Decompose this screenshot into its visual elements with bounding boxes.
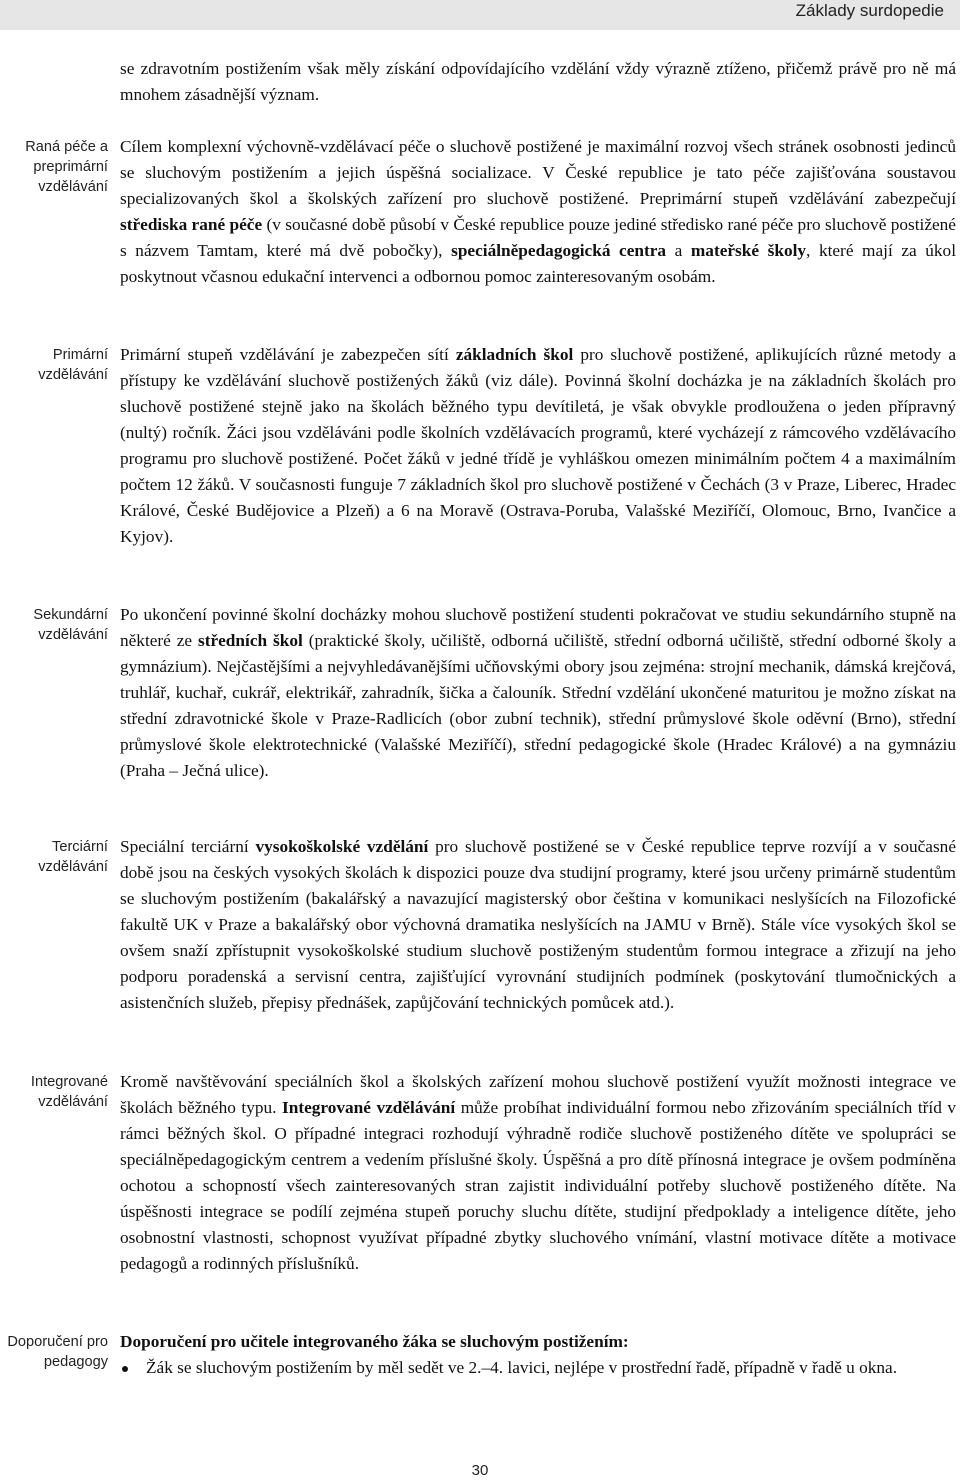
header-title: Základy surdopedie [795, 1, 944, 20]
side-heading: Integrované vzdělávání [30, 1074, 108, 1110]
running-header [0, 0, 960, 30]
section-paragraph [120, 1069, 956, 1277]
text-run: Speciální terciární [120, 837, 256, 856]
section-paragraph [120, 342, 956, 550]
text-run: Kromě navštěvování speciálních škol a školských zařízení mohou sluchově postižení využít možnosti integrace ve školách běžného typu. [120, 1072, 956, 1117]
text-run: Primární stupeň vzdělávání je zabezpečen sítí [120, 345, 456, 364]
side-heading: Terciární vzdělávání [38, 839, 108, 875]
text-run: (v současné době působí v České republice pouze jediné středisko rané péče pro sluchově postižené s názvem Tamtam, které má dvě pobočky), [120, 215, 956, 260]
section-paragraph [120, 834, 956, 1016]
page-number: 30 [471, 1462, 489, 1479]
side-heading: Sekundární vzdělávání [33, 607, 108, 643]
intro-paragraph: se zdravotním postižením však měly získání odpovídajícího vzdělání vždy výrazně ztíženo, přičemž právě pro ně má mnohem zásadnější význam. [120, 59, 956, 104]
bold-term: mateřské školy [690, 241, 807, 260]
recommendations-body [120, 1329, 956, 1381]
side-heading: Primární vzdělávání [38, 347, 108, 383]
list-item: Žák se sluchovým postižením by měl sedět ve 2.–4. lavici, nejlépe v prostřední řadě, případně v řadě u okna. [146, 1355, 956, 1381]
text-run: pro sluchově postižené, aplikujících různé metody a přístupy ke vzdělávání sluchově postižených žáků (viz dále). Povinná školní docházka je na základních školách pro sluchově postižené stejně jako na školách běžného typu devítiletá, je však obvykle prodloužena o jeden přípravný (nultý) ročník. Žáci jsou vzděláváni podle školních vzdělávacích programů, které vycházejí z rámcového vzdělávacího programu pro sluchově postižené. Počet žáků v jedné třídě je vyhláškou omezen minimálním počtem 4 a maximálním počtem 12 žáků. V současnosti funguje 7 základních škol pro sluchově postižené v Čechách (3 v Praze, Liberec, Hradec Králové, České Budějovice a Plzeň) a 6 na Moravě (Ostrava-Poruba, Valašské Meziříčí, Olomouc, Brno, Ivančice a Kyjov). [120, 345, 956, 546]
side-heading: Raná péče a preprimární vzdělávání [25, 139, 108, 195]
text-run: pro sluchově postižené se v České republice teprve rozvíjí a v současné době jsou na českých vysokých školách k dispozici pouze dva studijní programy, které jsou určeny primárně studentům se sluchovým postižením (bakalářský a navazující magisterský obor čeština v komunikaci neslyšících na Filozofické fakultě UK v Praze a bakalářský obor výchovná dramatika neslyšících na JAMU v Brně). Stále více vysokých škol se ovšem snaží zpřístupnit vysokoškolské studium sluchově postiženým studentům formou integrace a zřizují na jeho podporu poradenská a servisní centra, zajišťující vyrovnání studijních podmínek (poskytování tlumočnických a asistenčních služeb, přepisy přednášek, zapůjčování technických pomůcek atd.). [120, 837, 956, 1012]
bold-term: střediska rané péče [120, 215, 263, 234]
section-paragraph [120, 602, 956, 784]
bold-term: Integrované vzdělávání [281, 1098, 456, 1117]
text-run: a [666, 241, 691, 260]
bold-term: vysokoškolské vzdělání [255, 837, 429, 856]
text-run: Po ukončení povinné školní docházky mohou sluchově postižení studenti pokračovat ve studiu sekundárního stupně na některé ze [120, 605, 956, 650]
bold-term: středních škol [197, 631, 303, 650]
bold-term: základních škol [455, 345, 574, 364]
side-heading: Doporučení pro pedagogy [7, 1334, 108, 1370]
text-run: (praktické školy, učiliště, odborná učiliště, střední odborná učiliště, střední odborné školy a gymnázium). Nejčastějšími a nejvyhledávanějšími učňovskými obory jsou zejména: strojní mechanik, dámská krejčová, truhlář, kuchař, cukrář, elektrikář, zahradník, šička a čalouník. Střední vzdělání ukončené maturitou je možno získat na střední zdravotnické škole v Praze-Radlicích (obor zubní technik), střední průmyslové škole oděvní (Brno), střední průmyslové škole elektrotechnické (Valašské Meziříčí), střední pedagogické škole (Hradec Králové) a na gymnáziu (Praha – Ječná ulice). [120, 631, 956, 780]
recommendations-title: Doporučení pro učitele integrovaného žáka se sluchovým postižením: [120, 1332, 629, 1351]
section-paragraph [120, 134, 956, 290]
bold-term: speciálněpedagogická centra [451, 241, 667, 260]
text-run: , které mají za úkol poskytnout včasnou edukační intervenci a odbornou pomoc zainteresovaným osobám. [120, 241, 956, 286]
text-run: Cílem komplexní výchovně-vzdělávací péče o sluchově postižené je maximální rozvoj všech stránek osobnosti jedinců se sluchovým postižením a jejich úspěšná socializace. V České republice je tato péče zajišťována soustavou specializovaných škol a školských zařízení pro sluchově postižené. Preprimární stupeň vzdělávání zabezpečují [120, 137, 956, 208]
recommendations-list [120, 1355, 956, 1381]
text-run: může probíhat individuální formou nebo zřizováním speciálních tříd v rámci běžných škol. O případné integraci rozhodují výhradně rodiče sluchově postiženého dítěte ve spolupráci se speciálněpedagogickým centrem a vedením příslušné školy. Úspěšná a pro dítě přínosná integrace je ovšem podmíněna ochotou a schopností všech zainteresovaných stran zajistit individuální potřeby sluchově postiženého dítěte. Na úspěšnosti integrace se podílí zejména stupeň poruchy sluchu dítěte, studijní předpoklady a inteligence dítěte, jeho osobnostní vlastnosti, schopnost využívat případné zbytky sluchového vnímání, vlastní motivace dítěte a motivace pedagogů a rodinných příslušníků. [120, 1098, 957, 1273]
